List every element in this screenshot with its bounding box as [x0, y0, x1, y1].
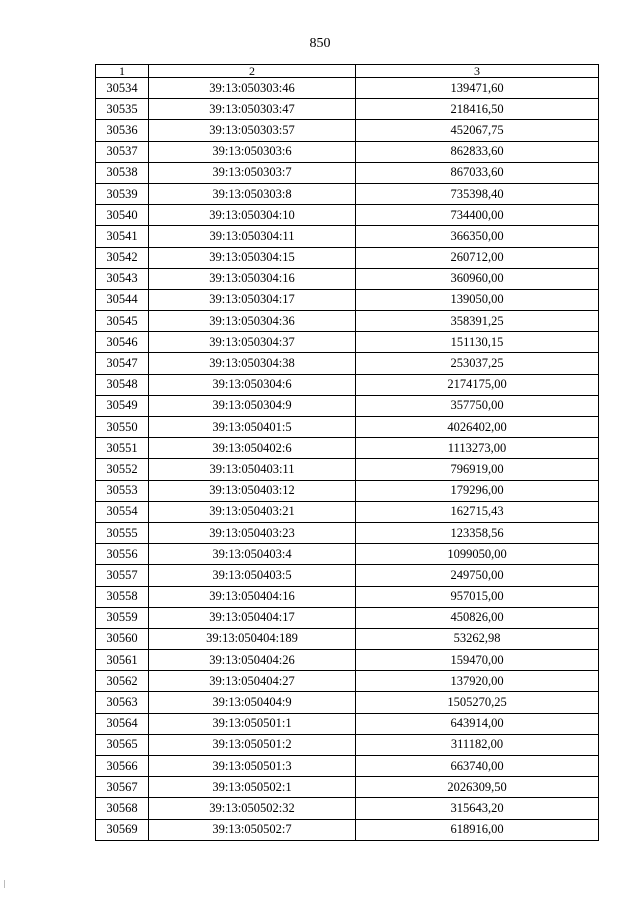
cadastral-number-cell: 39:13:050303:57 [149, 120, 356, 141]
row-number-cell: 30566 [96, 756, 149, 777]
row-number-cell: 30567 [96, 777, 149, 798]
cadastral-number-cell: 39:13:050303:6 [149, 141, 356, 162]
column-header-2: 2 [149, 65, 356, 78]
column-number-row [96, 65, 599, 78]
cadastral-number-cell: 39:13:050304:38 [149, 353, 356, 374]
row-number-cell: 30545 [96, 311, 149, 332]
table-row [96, 713, 599, 734]
row-number-cell: 30551 [96, 438, 149, 459]
cadastral-number-cell: 39:13:050502:7 [149, 819, 356, 840]
table-row [96, 99, 599, 120]
row-number-cell: 30554 [96, 501, 149, 522]
cadastral-number-cell: 39:13:050303:7 [149, 162, 356, 183]
row-number-cell: 30564 [96, 713, 149, 734]
row-number-cell: 30569 [96, 819, 149, 840]
table-row [96, 205, 599, 226]
row-number-cell: 30559 [96, 607, 149, 628]
cadastral-number-cell: 39:13:050404:9 [149, 692, 356, 713]
cadastral-value-cell: 139471,60 [356, 78, 599, 99]
column-header-3: 3 [356, 65, 599, 78]
row-number-cell: 30546 [96, 332, 149, 353]
cadastral-number-cell: 39:13:050304:16 [149, 268, 356, 289]
cadastral-number-cell: 39:13:050403:12 [149, 480, 356, 501]
cadastral-value-cell: 1099050,00 [356, 544, 599, 565]
cadastral-value-table [95, 64, 599, 841]
table-row [96, 586, 599, 607]
row-number-cell: 30560 [96, 628, 149, 649]
cadastral-value-cell: 862833,60 [356, 141, 599, 162]
table-row [96, 120, 599, 141]
cadastral-number-cell: 39:13:050403:4 [149, 544, 356, 565]
cadastral-number-cell: 39:13:050403:23 [149, 522, 356, 543]
cadastral-number-cell: 39:13:050303:47 [149, 99, 356, 120]
row-number-cell: 30542 [96, 247, 149, 268]
cadastral-value-cell: 618916,00 [356, 819, 599, 840]
table-row [96, 438, 599, 459]
table-row [96, 332, 599, 353]
cadastral-number-cell: 39:13:050303:46 [149, 78, 356, 99]
row-number-cell: 30552 [96, 459, 149, 480]
cadastral-number-cell: 39:13:050501:1 [149, 713, 356, 734]
table-row [96, 78, 599, 99]
table-row [96, 756, 599, 777]
table-row [96, 798, 599, 819]
table-row [96, 819, 599, 840]
cadastral-number-cell: 39:13:050501:3 [149, 756, 356, 777]
page-number: 850 [309, 36, 331, 51]
cadastral-value-cell: 867033,60 [356, 162, 599, 183]
cadastral-value-cell: 643914,00 [356, 713, 599, 734]
cadastral-number-cell: 39:13:050404:16 [149, 586, 356, 607]
cadastral-value-cell: 253037,25 [356, 353, 599, 374]
cadastral-value-cell: 139050,00 [356, 289, 599, 310]
cadastral-number-cell: 39:13:050403:5 [149, 565, 356, 586]
cadastral-value-cell: 311182,00 [356, 734, 599, 755]
cadastral-number-cell: 39:13:050404:189 [149, 628, 356, 649]
cadastral-number-cell: 39:13:050402:6 [149, 438, 356, 459]
cadastral-number-cell: 39:13:050401:5 [149, 417, 356, 438]
table-row [96, 247, 599, 268]
cadastral-number-cell: 39:13:050304:37 [149, 332, 356, 353]
cadastral-number-cell: 39:13:050304:36 [149, 311, 356, 332]
cadastral-number-cell: 39:13:050304:6 [149, 374, 356, 395]
cadastral-value-cell: 123358,56 [356, 522, 599, 543]
table-row [96, 522, 599, 543]
table-row [96, 544, 599, 565]
row-number-cell: 30537 [96, 141, 149, 162]
row-number-cell: 30534 [96, 78, 149, 99]
table-row [96, 671, 599, 692]
row-number-cell: 30536 [96, 120, 149, 141]
table-row [96, 289, 599, 310]
row-number-cell: 30543 [96, 268, 149, 289]
cadastral-value-cell: 663740,00 [356, 756, 599, 777]
row-number-cell: 30538 [96, 162, 149, 183]
cadastral-number-cell: 39:13:050404:17 [149, 607, 356, 628]
cadastral-value-cell: 53262,98 [356, 628, 599, 649]
cadastral-value-cell: 151130,15 [356, 332, 599, 353]
row-number-cell: 30558 [96, 586, 149, 607]
cadastral-value-cell: 1113273,00 [356, 438, 599, 459]
table-row [96, 141, 599, 162]
table-row [96, 777, 599, 798]
row-number-cell: 30562 [96, 671, 149, 692]
cadastral-number-cell: 39:13:050304:15 [149, 247, 356, 268]
cadastral-number-cell: 39:13:050501:2 [149, 734, 356, 755]
row-number-cell: 30540 [96, 205, 149, 226]
cadastral-value-cell: 360960,00 [356, 268, 599, 289]
cadastral-value-cell: 315643,20 [356, 798, 599, 819]
row-number-cell: 30548 [96, 374, 149, 395]
row-number-cell: 30556 [96, 544, 149, 565]
table-row [96, 628, 599, 649]
cadastral-value-cell: 1505270,25 [356, 692, 599, 713]
cadastral-value-cell: 450826,00 [356, 607, 599, 628]
table-row [96, 353, 599, 374]
cadastral-number-cell: 39:13:050403:11 [149, 459, 356, 480]
table-row [96, 374, 599, 395]
row-number-cell: 30563 [96, 692, 149, 713]
table-row [96, 734, 599, 755]
table-row [96, 162, 599, 183]
cadastral-number-cell: 39:13:050304:10 [149, 205, 356, 226]
cadastral-value-cell: 218416,50 [356, 99, 599, 120]
cadastral-value-cell: 249750,00 [356, 565, 599, 586]
cadastral-number-cell: 39:13:050304:17 [149, 289, 356, 310]
column-header-1: 1 [96, 65, 149, 78]
cadastral-value-cell: 2026309,50 [356, 777, 599, 798]
row-number-cell: 30557 [96, 565, 149, 586]
table-row [96, 268, 599, 289]
table-row [96, 692, 599, 713]
table-row [96, 607, 599, 628]
table-row [96, 395, 599, 416]
row-number-cell: 30539 [96, 183, 149, 204]
table-row [96, 501, 599, 522]
cadastral-number-cell: 39:13:050404:27 [149, 671, 356, 692]
table-row [96, 459, 599, 480]
cadastral-value-cell: 137920,00 [356, 671, 599, 692]
table-row [96, 480, 599, 501]
cadastral-value-cell: 159470,00 [356, 650, 599, 671]
cadastral-value-cell: 735398,40 [356, 183, 599, 204]
row-number-cell: 30565 [96, 734, 149, 755]
cadastral-value-cell: 796919,00 [356, 459, 599, 480]
cadastral-number-cell: 39:13:050304:11 [149, 226, 356, 247]
cadastral-value-cell: 358391,25 [356, 311, 599, 332]
row-number-cell: 30561 [96, 650, 149, 671]
cadastral-value-cell: 260712,00 [356, 247, 599, 268]
cadastral-number-cell: 39:13:050303:8 [149, 183, 356, 204]
row-number-cell: 30547 [96, 353, 149, 374]
table-row [96, 183, 599, 204]
cadastral-number-cell: 39:13:050502:32 [149, 798, 356, 819]
row-number-cell: 30544 [96, 289, 149, 310]
table-row [96, 226, 599, 247]
cadastral-value-cell: 4026402,00 [356, 417, 599, 438]
cadastral-value-cell: 366350,00 [356, 226, 599, 247]
cadastral-value-cell: 452067,75 [356, 120, 599, 141]
margin-mark [4, 880, 5, 888]
table-row [96, 311, 599, 332]
cadastral-number-cell: 39:13:050304:9 [149, 395, 356, 416]
table-row [96, 565, 599, 586]
table-row [96, 417, 599, 438]
cadastral-value-cell: 957015,00 [356, 586, 599, 607]
row-number-cell: 30550 [96, 417, 149, 438]
row-number-cell: 30535 [96, 99, 149, 120]
cadastral-number-cell: 39:13:050403:21 [149, 501, 356, 522]
cadastral-value-cell: 179296,00 [356, 480, 599, 501]
cadastral-value-cell: 357750,00 [356, 395, 599, 416]
cadastral-number-cell: 39:13:050404:26 [149, 650, 356, 671]
row-number-cell: 30541 [96, 226, 149, 247]
table-body [96, 78, 599, 841]
row-number-cell: 30549 [96, 395, 149, 416]
table-row [96, 650, 599, 671]
cadastral-value-cell: 734400,00 [356, 205, 599, 226]
row-number-cell: 30555 [96, 522, 149, 543]
cadastral-value-cell: 2174175,00 [356, 374, 599, 395]
row-number-cell: 30568 [96, 798, 149, 819]
cadastral-value-cell: 162715,43 [356, 501, 599, 522]
cadastral-number-cell: 39:13:050502:1 [149, 777, 356, 798]
row-number-cell: 30553 [96, 480, 149, 501]
